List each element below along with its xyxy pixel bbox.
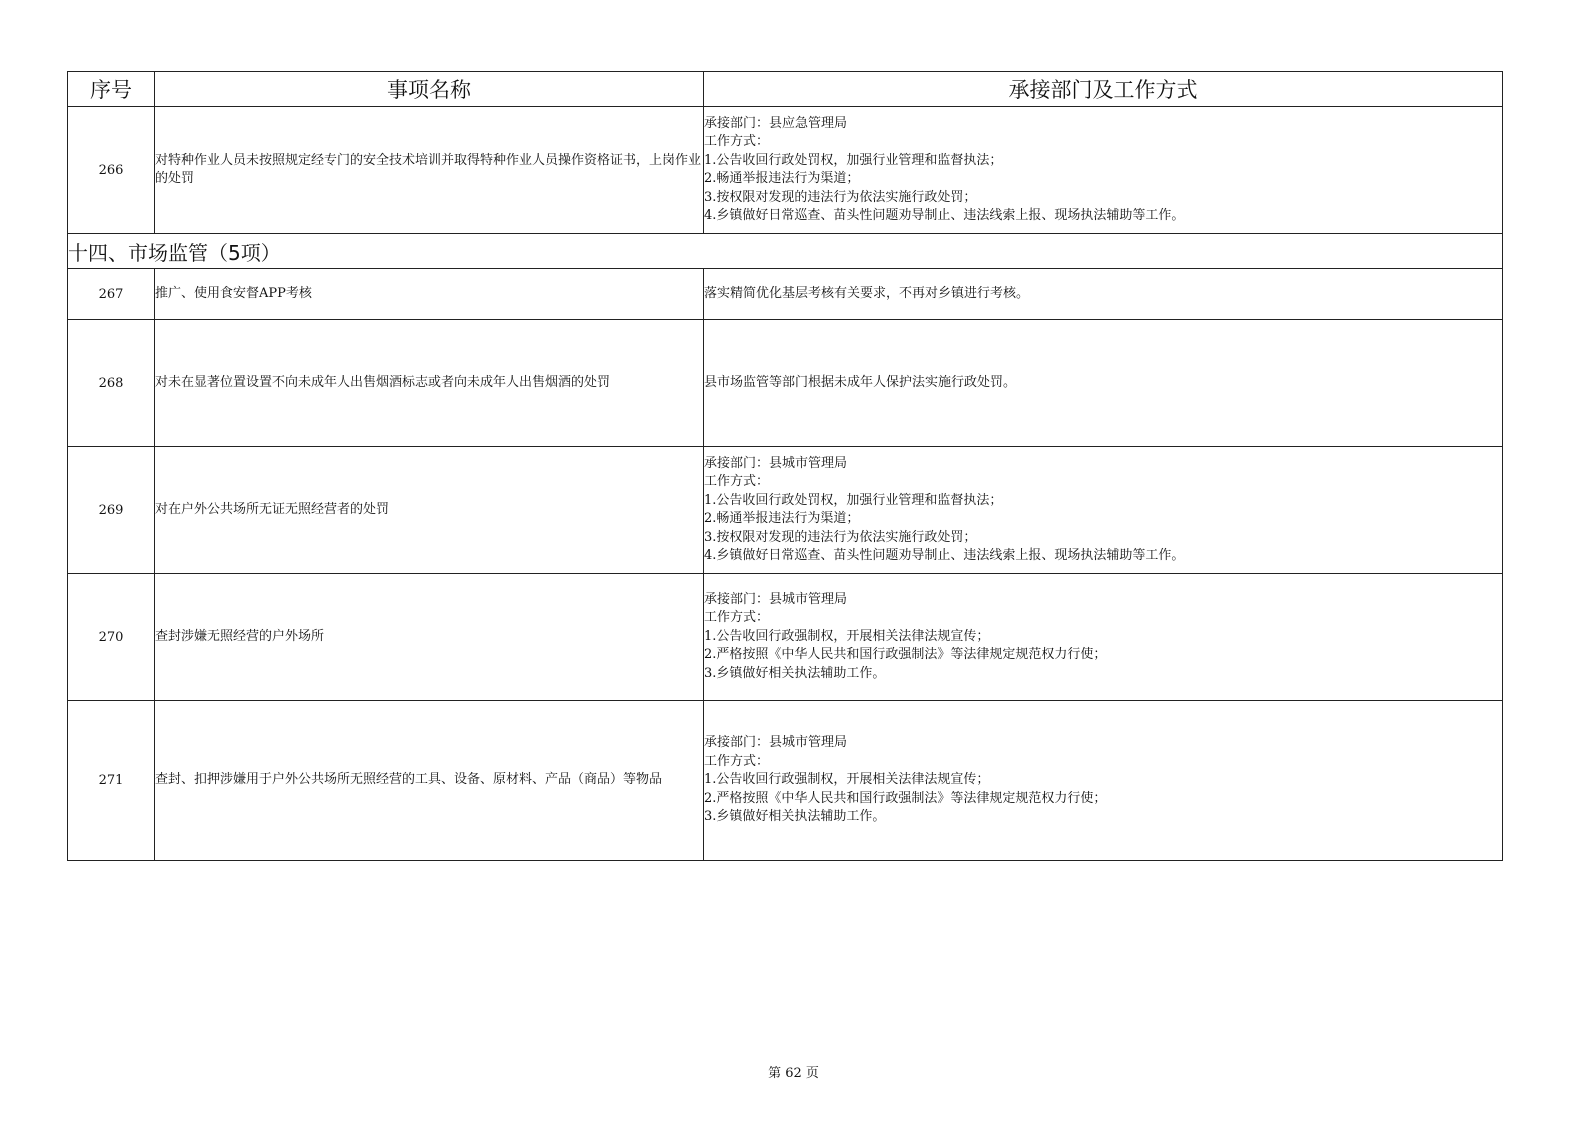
row-name: 对未在显著位置设置不向未成年人出售烟酒标志或者向未成年人出售烟酒的处罚 (155, 320, 704, 447)
row-name: 推广、使用食安督APP考核 (155, 269, 704, 320)
row-seq: 266 (68, 107, 155, 234)
row-name: 对特种作业人员未按照规定经专门的安全技术培训并取得特种作业人员操作资格证书，上岗作业的处罚 (155, 107, 704, 234)
method-line: 4.乡镇做好日常巡查、苗头性问题劝导制止、违法线索上报、现场执法辅助等工作。 (704, 548, 1185, 563)
section-title: 十四、市场监管（5项） (68, 234, 1503, 269)
row-method (704, 447, 1503, 574)
method-line: 1.公告收回行政处罚权，加强行业管理和监督执法； (704, 152, 1003, 168)
row-method (704, 320, 1503, 447)
table-row (68, 447, 1503, 574)
method-line: 承接部门：县城市管理局 (704, 735, 848, 751)
method-line: 2.严格按照《中华人民共和国行政强制法》等法律规定规范权力行使； (704, 647, 1107, 663)
table-row (68, 107, 1503, 234)
header-name: 事项名称 (155, 72, 704, 107)
row-seq: 268 (68, 320, 155, 447)
method-line: 2.严格按照《中华人民共和国行政强制法》等法律规定规范权力行使； (704, 790, 1107, 806)
method-line: 3.按权限对发现的违法行为依法实施行政处罚； (704, 529, 977, 545)
page-number: 第 62 页 (768, 1066, 819, 1081)
row-seq: 269 (68, 447, 155, 574)
method-line: 2.畅通举报违法行为渠道； (704, 511, 860, 526)
row-name: 查封、扣押涉嫌用于户外公共场所无照经营的工具、设备、原材料、产品（商品）等物品 (155, 701, 704, 861)
row-method (704, 107, 1503, 234)
row-method (704, 574, 1503, 701)
method-line: 承接部门：县城市管理局 (704, 591, 848, 607)
matters-table (67, 71, 1503, 861)
method-line: 承接部门：县应急管理局 (704, 115, 848, 131)
method-line: 3.乡镇做好相关执法辅助工作。 (704, 809, 886, 825)
section-row (68, 234, 1503, 269)
row-name: 查封涉嫌无照经营的户外场所 (155, 574, 704, 701)
method-line: 工作方式： (704, 474, 770, 489)
row-method (704, 269, 1503, 320)
header-seq: 序号 (68, 72, 155, 107)
table-row (68, 269, 1503, 320)
method-line: 1.公告收回行政强制权，开展相关法律法规宣传； (704, 772, 990, 788)
method-line: 3.乡镇做好相关执法辅助工作。 (704, 665, 886, 681)
row-method (704, 701, 1503, 861)
method-line: 2.畅通举报违法行为渠道； (704, 171, 860, 186)
method-line: 3.按权限对发现的违法行为依法实施行政处罚； (704, 189, 977, 205)
table-row (68, 320, 1503, 447)
header-method: 承接部门及工作方式 (704, 72, 1503, 107)
row-seq: 271 (68, 701, 155, 861)
row-seq: 270 (68, 574, 155, 701)
method-line: 4.乡镇做好日常巡查、苗头性问题劝导制止、违法线索上报、现场执法辅助等工作。 (704, 208, 1185, 223)
header-row (68, 72, 1503, 107)
method-line: 1.公告收回行政处罚权，加强行业管理和监督执法； (704, 492, 1003, 508)
row-name: 对在户外公共场所无证无照经营者的处罚 (155, 447, 704, 574)
method-line: 县市场监管等部门根据未成年人保护法实施行政处罚。 (704, 374, 1017, 390)
method-line: 1.公告收回行政强制权，开展相关法律法规宣传； (704, 628, 990, 644)
table-row (68, 574, 1503, 701)
method-line: 工作方式： (704, 610, 770, 626)
method-line: 承接部门：县城市管理局 (704, 455, 848, 471)
row-seq: 267 (68, 269, 155, 320)
table-row (68, 701, 1503, 861)
method-line: 工作方式： (704, 753, 770, 769)
method-line: 工作方式： (704, 134, 770, 149)
method-line: 落实精简优化基层考核有关要求，不再对乡镇进行考核。 (704, 285, 1030, 301)
